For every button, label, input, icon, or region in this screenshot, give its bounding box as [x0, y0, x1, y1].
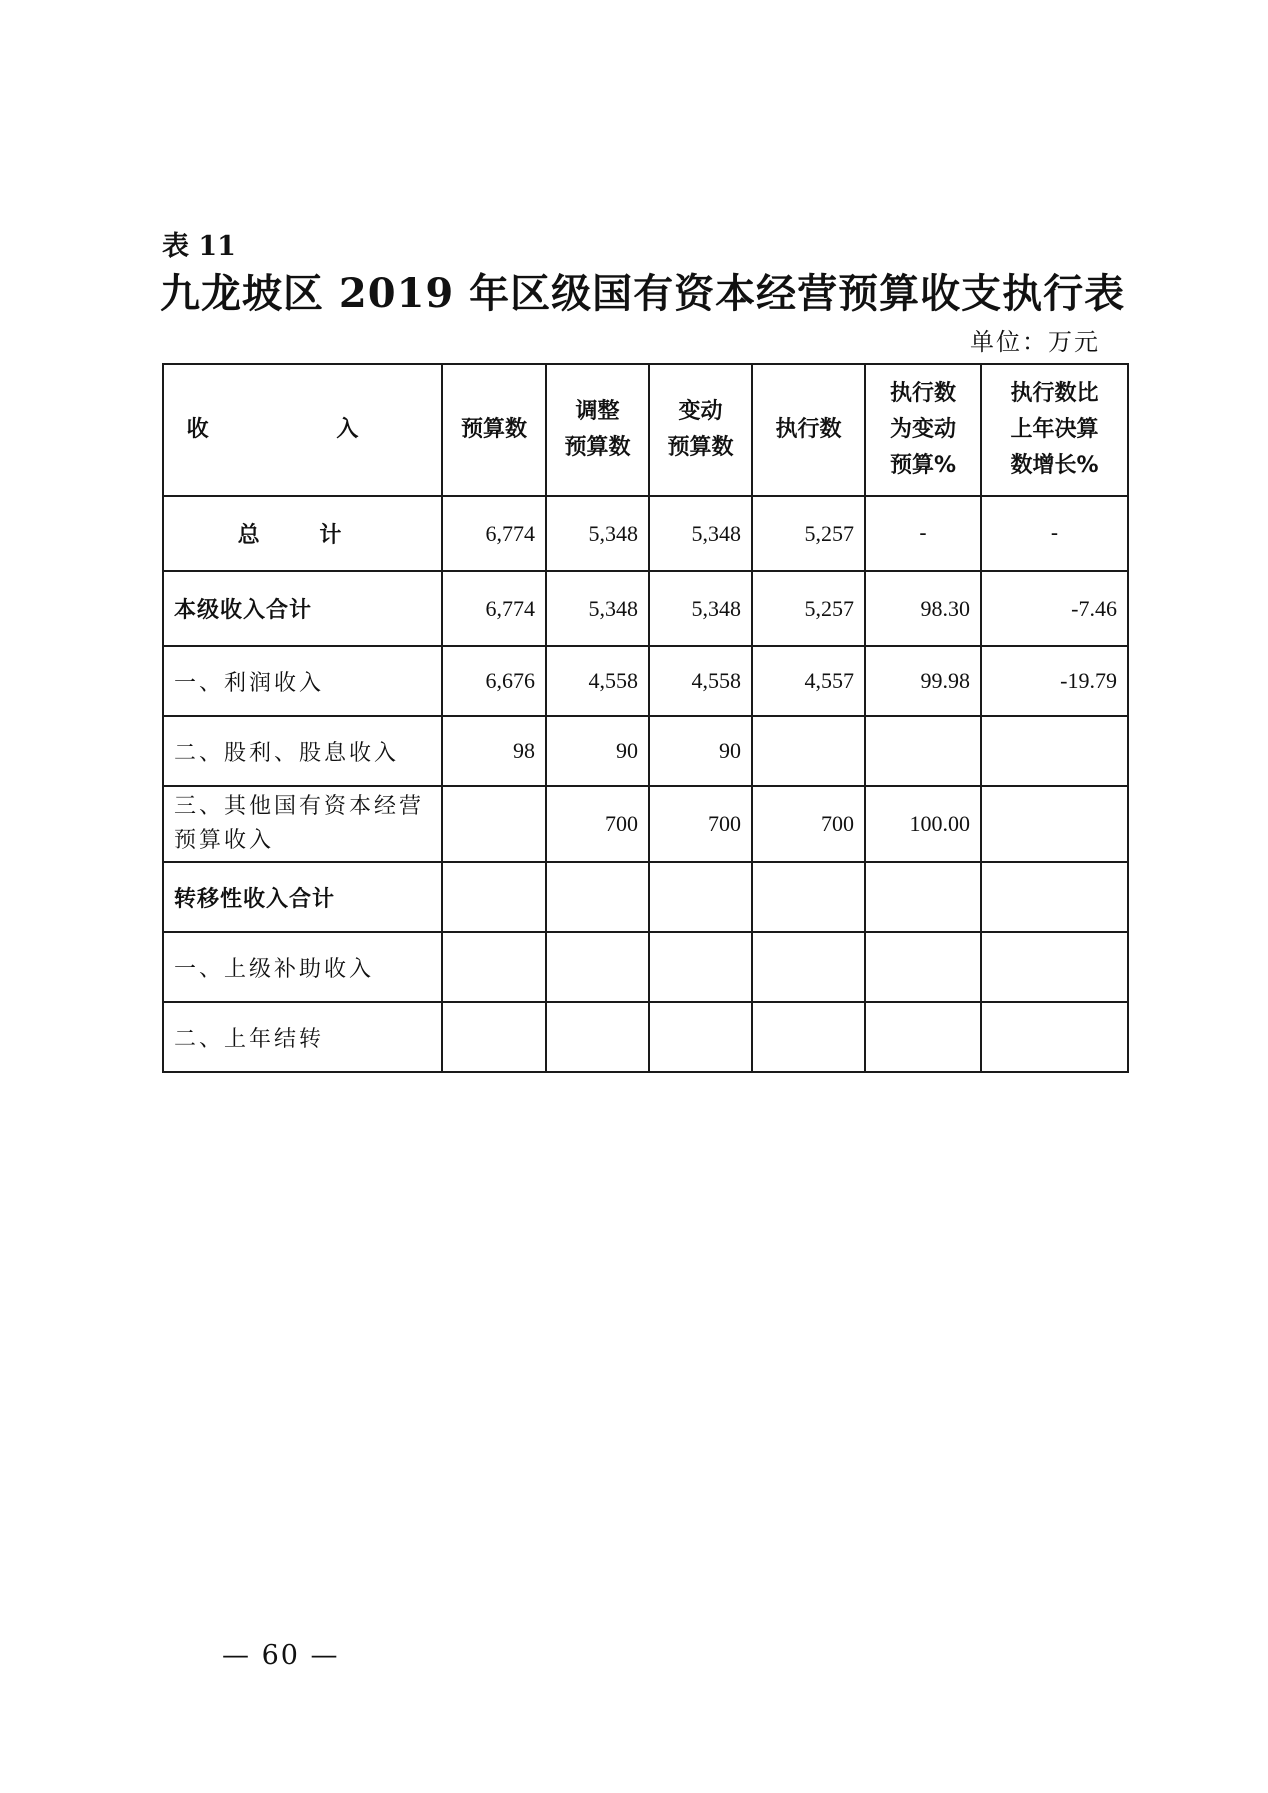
- row-label: 二、上年结转: [163, 1002, 442, 1072]
- cell-ratio: 100.00: [865, 786, 981, 862]
- header-budget: 预算数: [442, 364, 546, 496]
- table-row: [163, 862, 1128, 932]
- cell-executed: [752, 716, 865, 786]
- header-row: [163, 364, 1128, 496]
- cell-adjusted: 700: [546, 786, 649, 862]
- cell-budget: [442, 932, 546, 1002]
- header-changed: 变动 预算数: [649, 364, 752, 496]
- cell-adjusted: 5,348: [546, 496, 649, 571]
- cell-growth: -7.46: [981, 571, 1128, 646]
- cell-growth: [981, 786, 1128, 862]
- cell-changed: 700: [649, 786, 752, 862]
- cell-changed: 4,558: [649, 646, 752, 716]
- cell-executed: 5,257: [752, 571, 865, 646]
- cell-growth: [981, 716, 1128, 786]
- header-ratio: 执行数 为变动 预算%: [865, 364, 981, 496]
- cell-growth: [981, 862, 1128, 932]
- cell-budget: [442, 862, 546, 932]
- header-adjusted: 调整 预算数: [546, 364, 649, 496]
- cell-adjusted: 4,558: [546, 646, 649, 716]
- unit-label: 单位：万元: [970, 328, 1100, 356]
- cell-budget: [442, 786, 546, 862]
- row-label: 本级收入合计: [163, 571, 442, 646]
- cell-ratio: [865, 716, 981, 786]
- cell-executed: [752, 1002, 865, 1072]
- cell-executed: 5,257: [752, 496, 865, 571]
- cell-growth: -19.79: [981, 646, 1128, 716]
- cell-growth: [981, 932, 1128, 1002]
- cell-growth: [981, 1002, 1128, 1072]
- cell-executed: 700: [752, 786, 865, 862]
- cell-budget: 6,774: [442, 496, 546, 571]
- table-row: [163, 786, 1128, 862]
- cell-adjusted: 90: [546, 716, 649, 786]
- page-title: 九龙坡区 2019 年区级国有资本经营预算收支执行表: [160, 270, 1126, 317]
- cell-changed: 90: [649, 716, 752, 786]
- page-number: — 60 —: [222, 1640, 340, 1671]
- cell-ratio: 98.30: [865, 571, 981, 646]
- cell-ratio: -: [865, 496, 981, 571]
- cell-changed: 5,348: [649, 496, 752, 571]
- row-label: 转移性收入合计: [163, 862, 442, 932]
- table-row-total: [163, 496, 1128, 571]
- header-executed: 执行数: [752, 364, 865, 496]
- table-row: [163, 716, 1128, 786]
- cell-adjusted: [546, 862, 649, 932]
- cell-ratio: 99.98: [865, 646, 981, 716]
- table-row: [163, 932, 1128, 1002]
- row-label: 二、股利、股息收入: [163, 716, 442, 786]
- cell-executed: [752, 932, 865, 1002]
- row-label: 一、上级补助收入: [163, 932, 442, 1002]
- cell-executed: [752, 862, 865, 932]
- row-label: 总 计: [163, 496, 442, 571]
- table-row: [163, 571, 1128, 646]
- table-row: [163, 646, 1128, 716]
- cell-budget: 6,676: [442, 646, 546, 716]
- cell-changed: [649, 1002, 752, 1072]
- row-label: 三、其他国有资本经营 预算收入: [163, 786, 442, 862]
- header-growth: 执行数比 上年决算 数增长%: [981, 364, 1128, 496]
- cell-budget: 6,774: [442, 571, 546, 646]
- cell-changed: [649, 932, 752, 1002]
- cell-changed: [649, 862, 752, 932]
- cell-adjusted: [546, 932, 649, 1002]
- cell-growth: -: [981, 496, 1128, 571]
- cell-executed: 4,557: [752, 646, 865, 716]
- header-income: 收 入: [163, 364, 442, 496]
- cell-budget: 98: [442, 716, 546, 786]
- cell-ratio: [865, 862, 981, 932]
- table-label: 表 11: [162, 231, 236, 262]
- cell-ratio: [865, 1002, 981, 1072]
- cell-ratio: [865, 932, 981, 1002]
- cell-adjusted: [546, 1002, 649, 1072]
- table-row: [163, 1002, 1128, 1072]
- cell-changed: 5,348: [649, 571, 752, 646]
- budget-table: [162, 363, 1129, 1073]
- row-label: 一、利润收入: [163, 646, 442, 716]
- cell-adjusted: 5,348: [546, 571, 649, 646]
- cell-budget: [442, 1002, 546, 1072]
